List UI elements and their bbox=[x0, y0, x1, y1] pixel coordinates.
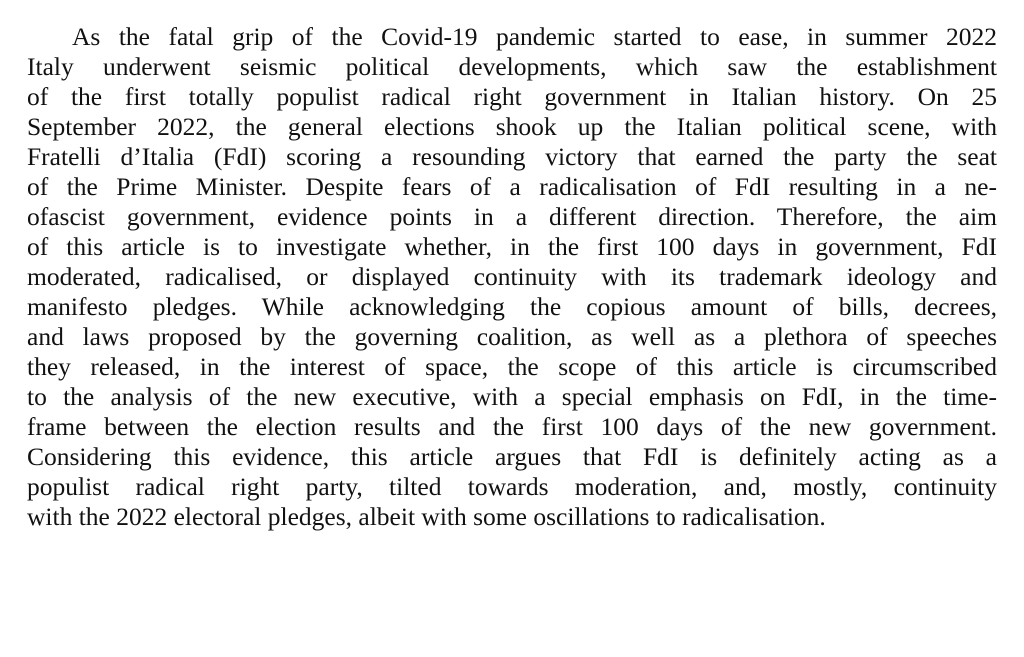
paragraph-line: populist radical right party, tilted towards moderation, and, mostly, continuity bbox=[27, 472, 997, 501]
paragraph-line: September 2022, the general elections shook up the Italian political scene, with bbox=[27, 112, 997, 141]
paragraph-line: moderated, radicalised, or displayed continuity with its trademark ideology and bbox=[27, 262, 997, 291]
paragraph-line: manifesto pledges. While acknowledging the copious amount of bills, decrees, bbox=[27, 292, 997, 321]
paragraph-line: and laws proposed by the governing coalition, as well as a plethora of speeches bbox=[27, 322, 997, 351]
paragraph-line: ofascist government, evidence points in a different direction. Therefore, the aim bbox=[27, 202, 997, 231]
paragraph-line: Italy underwent seismic political developments, which saw the establishment bbox=[27, 52, 997, 81]
paragraph-line: of the first totally populist radical right government in Italian history. On 25 bbox=[27, 82, 997, 111]
paragraph-line: they released, in the interest of space, the scope of this article is circumscribed bbox=[27, 352, 997, 381]
paragraph-line: Considering this evidence, this article argues that FdI is definitely acting as a bbox=[27, 442, 997, 471]
paragraph-line: frame between the election results and the first 100 days of the new government. bbox=[27, 412, 997, 441]
abstract-paragraph bbox=[27, 22, 997, 532]
paragraph-line: with the 2022 electoral pledges, albeit with some oscillations to radicalisation. bbox=[27, 502, 826, 531]
paragraph-line: As the fatal grip of the Covid-19 pandemic started to ease, in summer 2022 bbox=[72, 22, 997, 51]
paragraph-line: of this article is to investigate whether, in the first 100 days in government, FdI bbox=[27, 232, 997, 261]
paragraph-line: of the Prime Minister. Despite fears of a radicalisation of FdI resulting in a ne- bbox=[27, 172, 997, 201]
paragraph-line: Fratelli d’Italia (FdI) scoring a resounding victory that earned the party the seat bbox=[27, 142, 997, 171]
paragraph-line: to the analysis of the new executive, with a special emphasis on FdI, in the time- bbox=[27, 382, 997, 411]
